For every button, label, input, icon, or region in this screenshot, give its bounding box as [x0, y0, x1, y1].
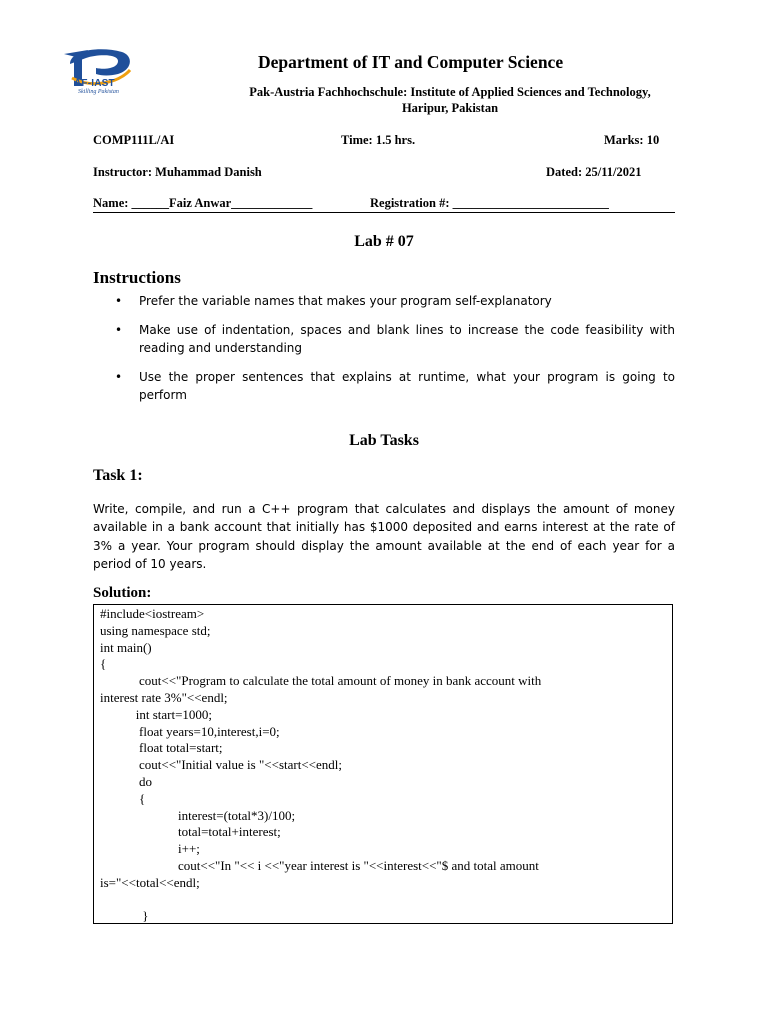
- code-line: float years=10,interest,i=0;: [100, 723, 280, 739]
- code-line: }: [100, 908, 149, 924]
- course-code: COMP111L/AI: [93, 133, 175, 147]
- code-line: {: [100, 656, 107, 672]
- institute-line-2: Haripur, Pakistan: [401, 101, 499, 115]
- header-divider: [93, 212, 675, 213]
- code-line: {: [100, 790, 146, 806]
- institute-name: [200, 84, 700, 116]
- instructions-list: [93, 292, 675, 415]
- code-line: #include<iostream>: [100, 606, 205, 621]
- student-name: Name: ______Faiz Anwar_____________: [93, 196, 313, 210]
- total-marks: Marks: 10: [604, 133, 660, 147]
- code-line: cout<<"Program to calculate the total amount of money in bank account with: [100, 673, 542, 689]
- code-line: do: [100, 773, 152, 789]
- logo-tagline: Skilling Pakistan: [78, 89, 119, 95]
- instruction-text: Make use of indentation, spaces and blank lines to increase the code feasibility with reading and understanding: [139, 323, 675, 355]
- lab-tasks-heading: Lab Tasks: [349, 432, 419, 449]
- code-line: interest rate 3%"<<endl;: [100, 689, 228, 705]
- task-1-description: Write, compile, and run a C++ program that calculates and displays the amount of money available in a bank account that initially has $1000 deposited and earns interest at the rate of 3% a year. Your program should display the amount available at the end of each year for a period of 10 years.: [93, 502, 675, 571]
- time-allowed: Time: 1.5 hrs.: [341, 133, 416, 147]
- instruction-text: Prefer the variable names that makes your program self-explanatory: [139, 294, 552, 308]
- code-line: total=total+interest;: [100, 824, 281, 840]
- code-line: interest=(total*3)/100;: [100, 807, 296, 823]
- instruction-text: Use the proper sentences that explains at runtime, what your program is going to perform: [139, 370, 675, 402]
- code-line: int main(): [100, 639, 152, 655]
- code-line: i++;: [100, 841, 200, 857]
- code-line: using namespace std;: [100, 622, 211, 638]
- code-block: [100, 606, 670, 925]
- bullet-icon: •: [115, 294, 123, 308]
- bullet-icon: •: [115, 370, 123, 384]
- date: Dated: 25/11/2021: [546, 165, 642, 179]
- list-item: [93, 321, 675, 357]
- lab-title: Lab # 07: [354, 233, 414, 250]
- code-line: float total=start;: [100, 740, 223, 756]
- list-item: [93, 292, 675, 310]
- code-line: is="<<total<<endl;: [100, 874, 200, 890]
- code-line: cout<<"In "<< i <<"year interest is "<<interest<<"$ and total amount: [100, 857, 539, 873]
- logo-text: AF-IAST: [74, 78, 115, 89]
- instructor-name: Instructor: Muhammad Danish: [93, 165, 262, 179]
- solution-heading: Solution:: [93, 585, 152, 601]
- instructions-heading: Instructions: [93, 268, 181, 287]
- code-line: int start=1000;: [100, 706, 213, 722]
- task-1-heading: Task 1:: [93, 467, 143, 484]
- registration-number: Registration #: _________________________: [370, 196, 609, 210]
- bullet-icon: •: [115, 323, 123, 337]
- list-item: [93, 368, 675, 404]
- department-title: Department of IT and Computer Science: [258, 52, 564, 72]
- institute-line-1: Pak-Austria Fachhochschule: Institute of Applied Sciences and Technology,: [249, 85, 651, 99]
- code-line: cout<<"Initial value is "<<start<<endl;: [100, 757, 342, 773]
